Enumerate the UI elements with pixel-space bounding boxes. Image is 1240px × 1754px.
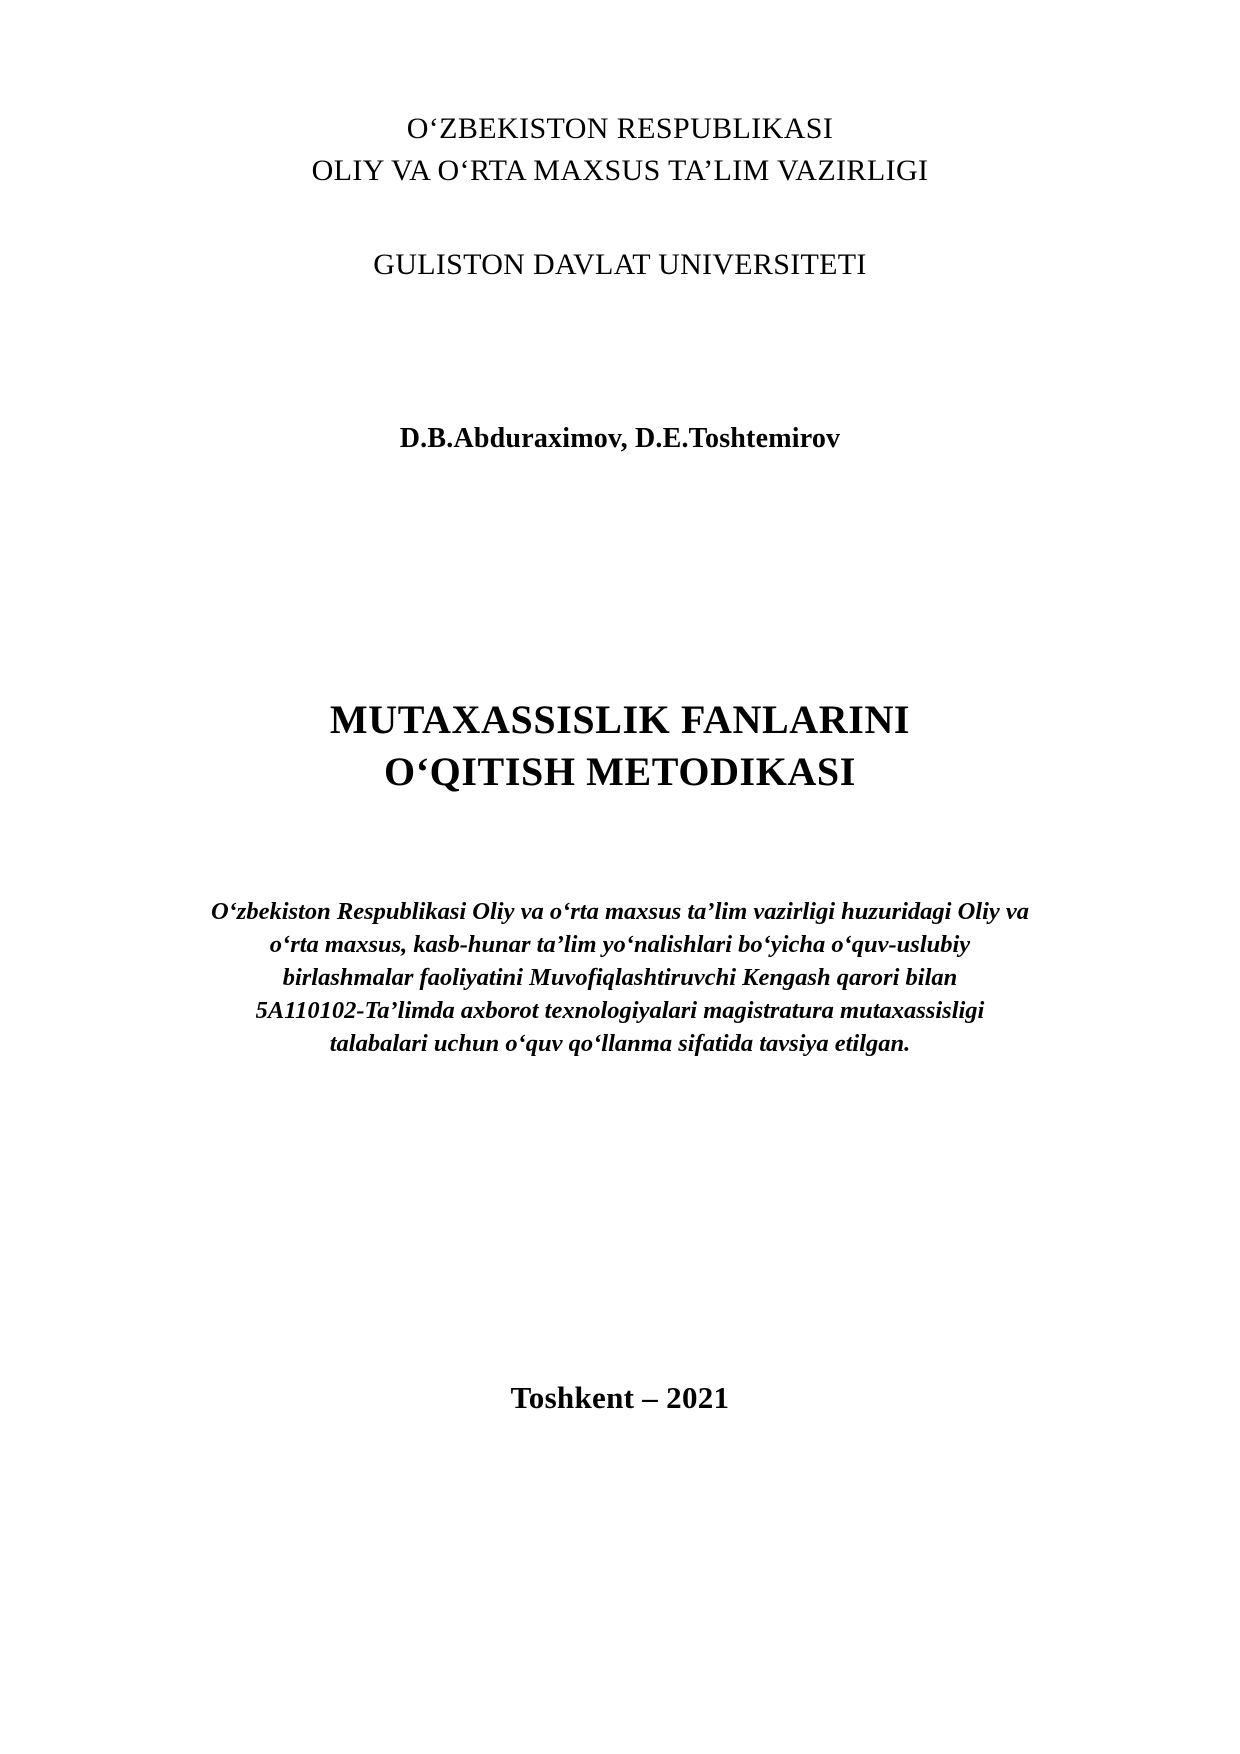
page-title bbox=[0, 694, 1240, 798]
page-title-line-1: MUTAXASSISLIK FANLARINI bbox=[329, 697, 911, 742]
ministry-line-1: O‘ZBEKISTON RESPUBLIKASI bbox=[406, 112, 834, 145]
ministry-line-2: OLIY VA O‘RTA MAXSUS TA’LIM VAZIRLIGI bbox=[311, 154, 929, 187]
imprint-place-year: Toshkent – 2021 bbox=[510, 1380, 730, 1415]
recommendation-line-3: birlashmalar faoliyatini Muvofiqlashtiruvchi Kengash qarori bilan bbox=[282, 964, 958, 991]
recommendation-line-4: 5A110102-Ta’limda axborot texnologiyalari magistratura mutaxassisligi bbox=[255, 997, 985, 1024]
recommendation-line-1: O‘zbekiston Respublikasi Oliy va o‘rta maxsus ta’lim vazirligi huzuridagi Oliy va bbox=[210, 898, 1030, 925]
page-title-line-2: O‘QITISH METODIKASI bbox=[384, 749, 856, 794]
university-name: GULISTON DAVLAT UNIVERSITETI bbox=[373, 248, 867, 281]
ministry-heading bbox=[0, 108, 1240, 192]
recommendation-note bbox=[120, 895, 1120, 1060]
recommendation-line-2: o‘rta maxsus, kasb-hunar ta’lim yo‘nalishlari bo‘yicha o‘quv-uslubiy bbox=[269, 931, 971, 958]
recommendation-line-5: talabalari uchun o‘quv qo‘llanma sifatida tavsiya etilgan. bbox=[329, 1030, 911, 1057]
author-names: D.B.Abduraximov, D.E.Toshtemirov bbox=[399, 423, 841, 454]
